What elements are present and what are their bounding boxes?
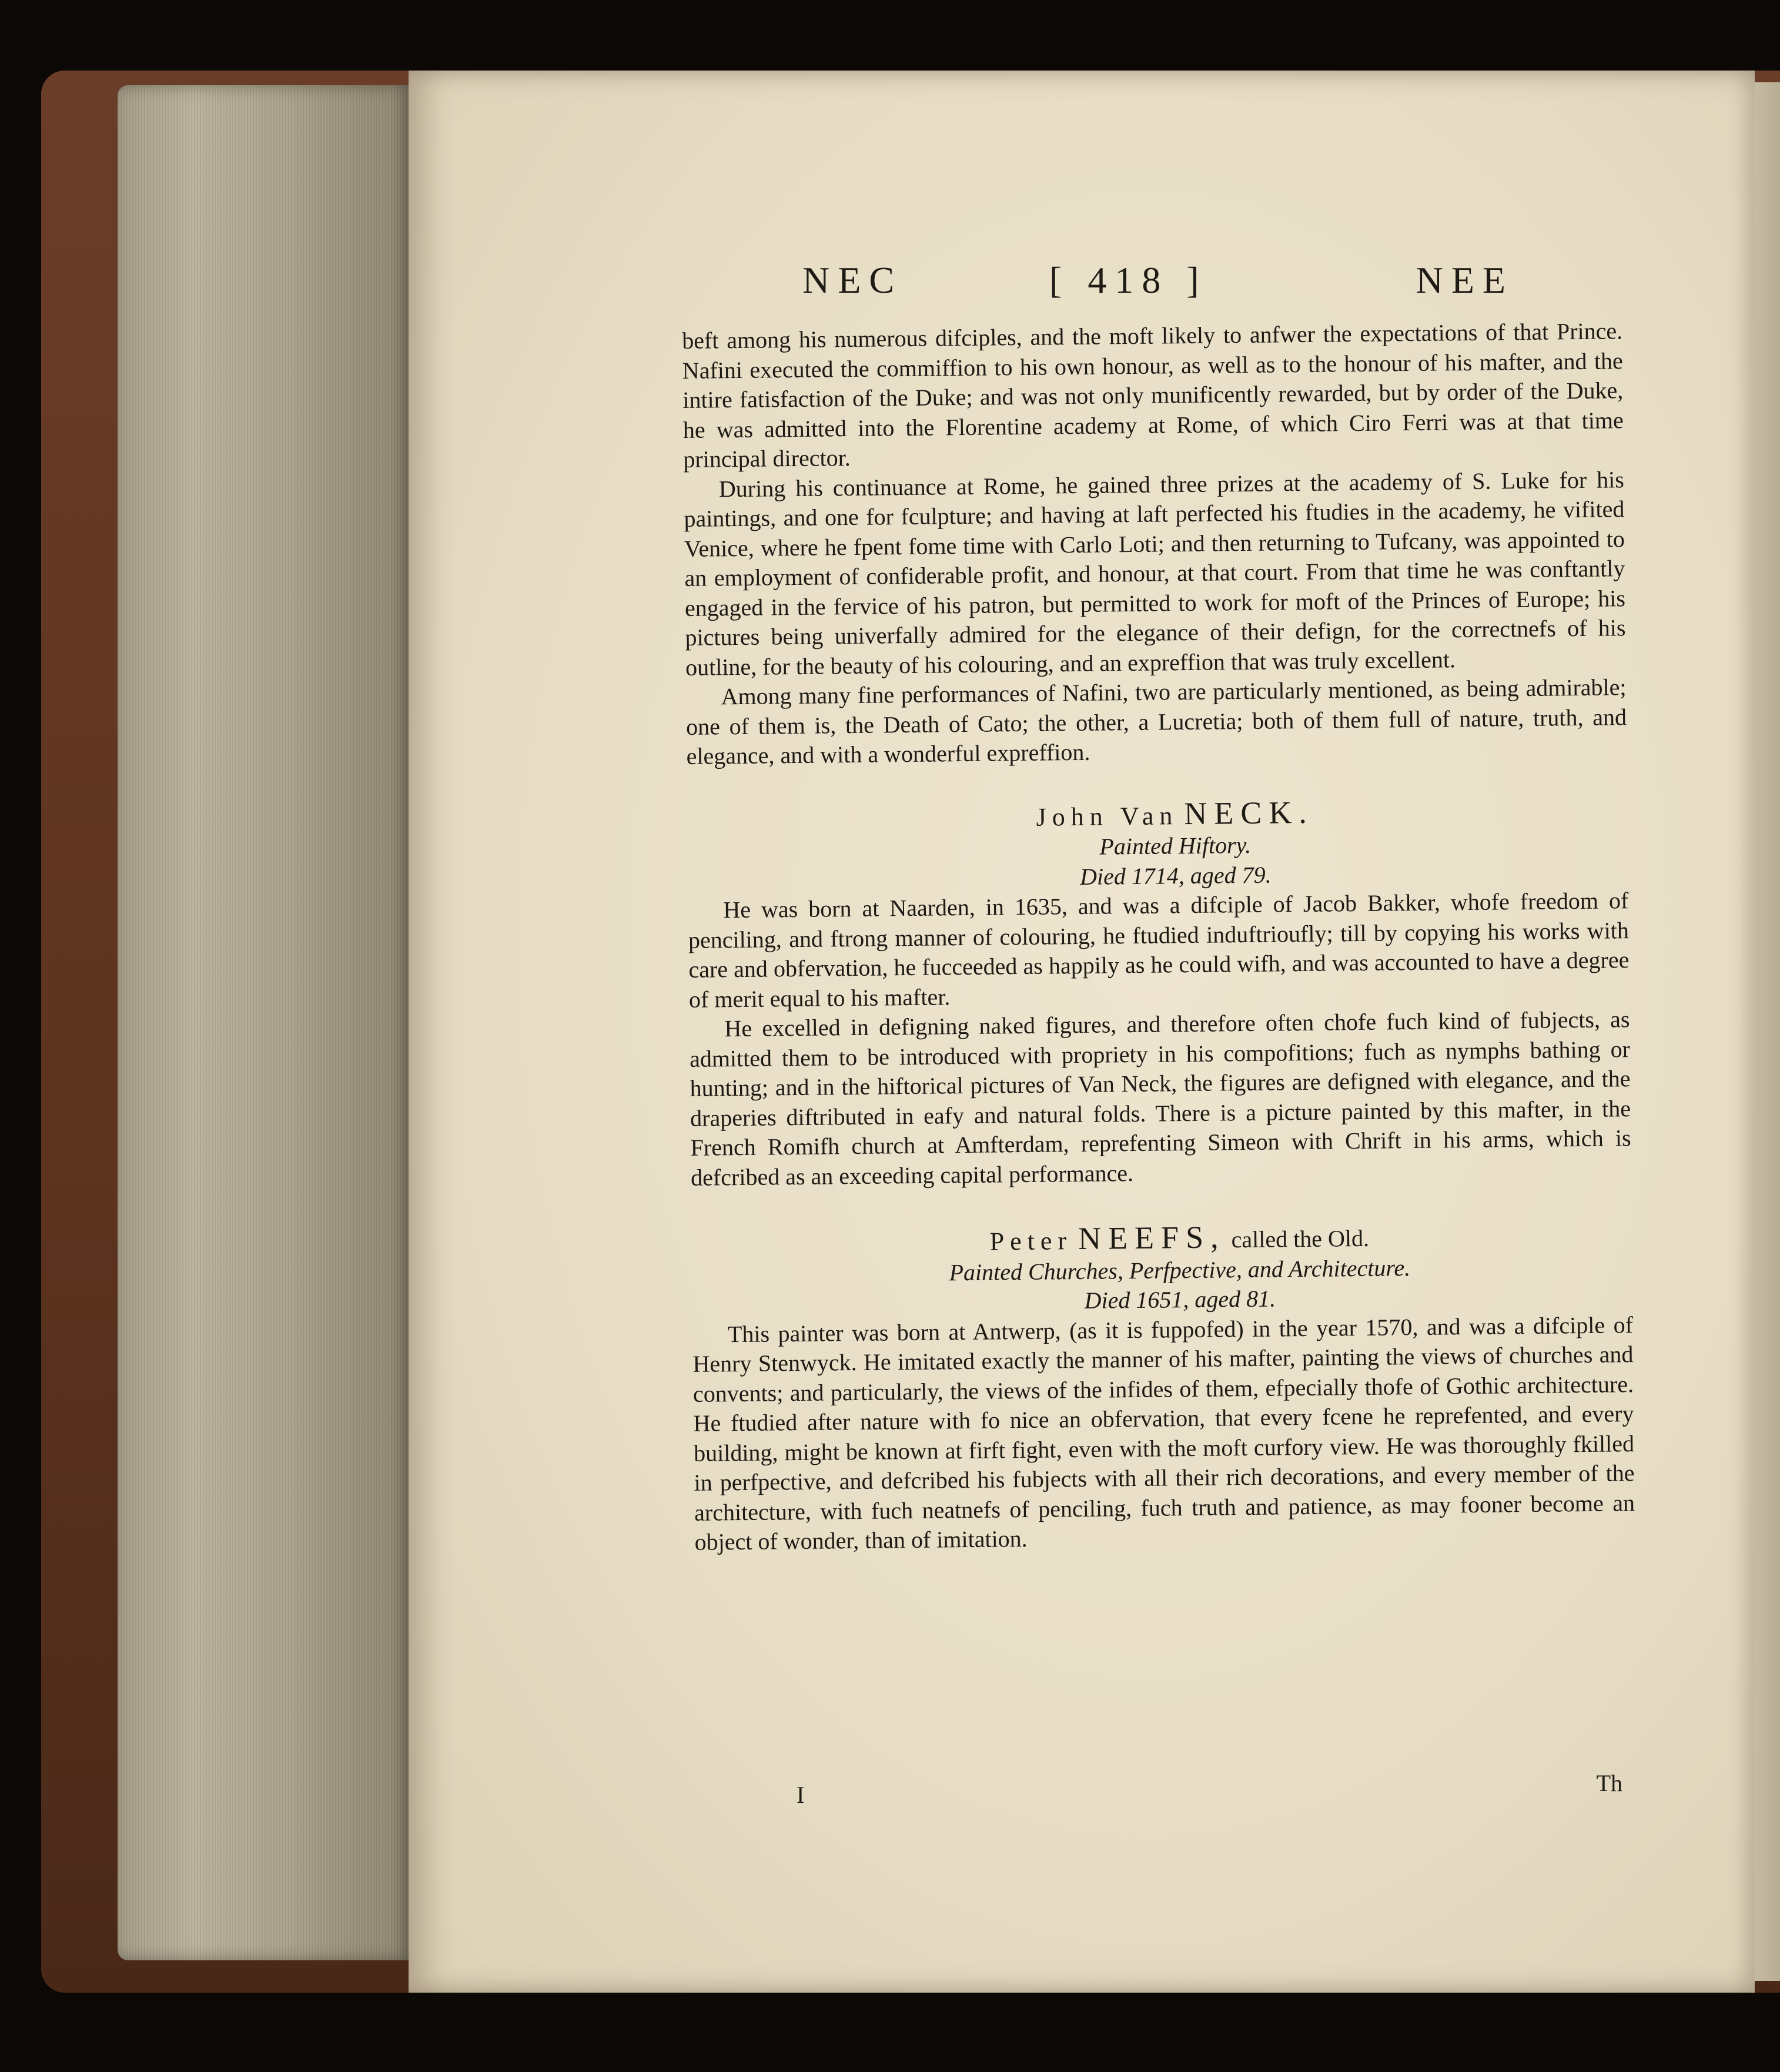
page-block-edges (118, 85, 411, 1960)
entry-first-name: Peter (989, 1226, 1073, 1256)
entry-surname: NECK. (1184, 794, 1314, 831)
entry-died: Died 1651, aged 81. (1084, 1285, 1276, 1314)
running-head (802, 259, 1514, 312)
page-number: [ 418 ] (1049, 259, 1207, 301)
entry-died: Died 1714, aged 79. (1079, 861, 1272, 890)
facing-page-edge (1752, 82, 1780, 1981)
entry-epithet: called the Old. (1231, 1224, 1370, 1253)
paragraph: He excelled in defigning naked figures, and therefore often chofe fuch kind of fubjects, as admitted them to be introduced with propriety in his compofitions; fuch as nymphs bathing or hunting; and in the hiftorical pictures of Van Neck, the figures are defigned with elegance, and the draperies diftributed in eafy and natural folds. There is a picture painted by this mafter, in the French Romifh church at Amfterdam, reprefenting Simeon with Chrift in his arms, which is defcribed as an exceeding capital performance. (689, 1006, 1631, 1191)
page-text (682, 316, 1635, 1557)
entry-subject: Painted Churches, Perfpective, and Architecture. (949, 1254, 1411, 1286)
paragraph: Among many fine performances of Nafini, two are particularly mentioned, as being admirable; one of them is, the Death of Cato; the other, a Lucretia; both of them full of nature, truth, and elegance, and with a wonderful expreffion. (685, 674, 1627, 769)
paragraph: This painter was born at Antwerp, (as it is fuppofed) in the year 1570, and was a difciple of Henry Stenwyck. He imitated exactly the manner of his mafter, painting the views of churches and convents; and particularly, the views of the infides of them, efpecially thofe of Gothic architecture. He ftudied after nature with fo nice an obfervation, that every fcene he reprefented, and every building, might be known at firft fight, even with the moft curfory view. He was thoroughly fkilled in perfpective, and defcribed his fubjects with all their rich decorations, and every member of the architecture, with fuch neatnefs of penciling, fuch truth and patience, as may fooner become an object of wonder, than of imitation. (692, 1311, 1635, 1555)
paragraph: He was born at Naarden, in 1635, and was a difciple of Jacob Bakker, whofe freedom of penciling, and ftrong manner of colouring, he ftudied induftrioufly; till by copying his works with care and obfervation, he fucceeded as happily as he could wifh, and was accounted to have a degree of merit equal to his mafter. (688, 887, 1630, 1013)
running-head-left: NEC (802, 259, 902, 301)
entry-subject: Painted Hiftory. (1099, 831, 1252, 860)
paragraph: beft among his numerous difciples, and the moft likely to anfwer the expectations of that Prince. Nafini executed the commiffion to his own honour, as well as to the honour of his mafter, and the intire fatisfaction of the Duke; and was not only munificently rewarded, but by order of the Duke, he was admitted into the Florentine academy at Rome, of which Ciro Ferri was at that time principal director. (682, 317, 1624, 473)
entry-first-name: John Van (1036, 801, 1179, 832)
entry-surname: NEEFS, (1078, 1219, 1226, 1257)
paragraph: During his continuance at Rome, he gained three prizes at the academy of S. Luke for his paintings, and one for fculpture; and having at laft perfected his ftudies in the academy, he vifited Venice, where he fpent fome time with Carlo Loti; and then returning to Tufcany, was appointed to an employment of confiderable profit, and honour, at that court. From that time he was conftantly engaged in the fervice of his patron, but permitted to work for moft of the Princes of Europe; his pictures being univerfally admired for the elegance of their defign, for the correctnefs of his outline, for the beauty of his colouring, and an expreffion that was truly excellent. (684, 466, 1626, 681)
catchword: Th (1596, 1770, 1622, 1796)
running-head-right: NEE (1416, 259, 1514, 301)
page-footer (682, 1770, 1622, 1816)
signature-mark: I (797, 1782, 805, 1808)
